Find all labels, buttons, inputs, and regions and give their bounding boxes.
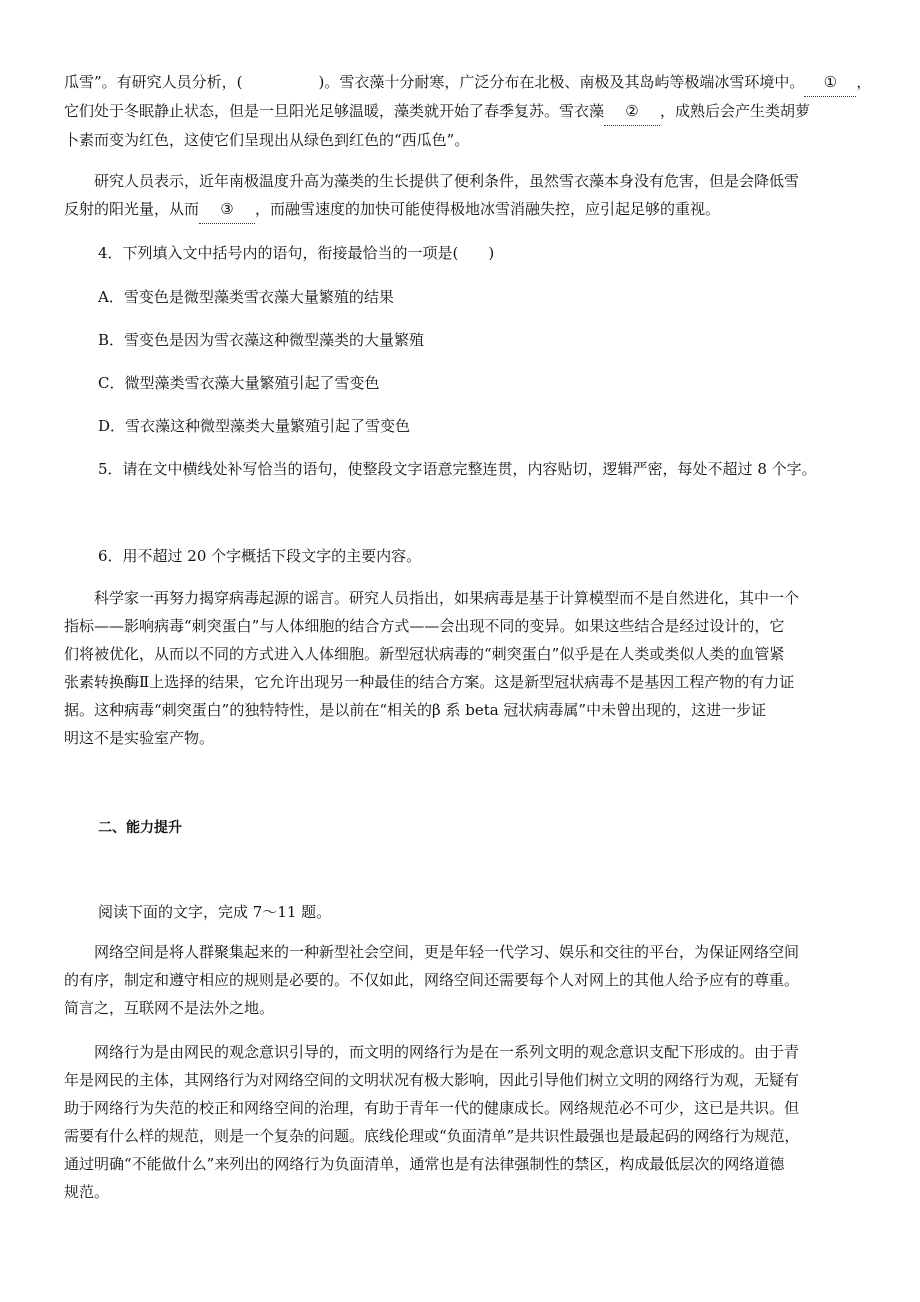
passage-line: 研究人员表示，近年南极温度升高为藻类的生长提供了便利条件，虽然雪衣藻本身没有危害，但是会降低雪 <box>94 172 800 190</box>
passage-line: 助于网络行为失范的校正和网络空间的治理，有助于青年一代的健康成长。网络规范必不可少，这已是共识。但 <box>64 1099 800 1117</box>
passage-line: 简言之，互联网不是法外之地。 <box>64 999 275 1017</box>
question-5-stem: 5．请在文中横线处补写恰当的语句，使整段文字语意完整连贯，内容贴切，逻辑严密，每处不超过 8 个字。 <box>98 460 817 478</box>
passage-line: 年是网民的主体，其网络行为对网络空间的文明状况有极大影响，因此引导他们树立文明的网络行为观，无疑有 <box>64 1071 800 1089</box>
passage-line: 们将被优化，从而以不同的方式进入人体细胞。新型冠状病毒的“刺突蛋白”似乎是在人类或类似人类的血管紧 <box>64 645 785 663</box>
blank-2: ② <box>604 97 660 126</box>
passage-line <box>64 195 864 224</box>
passage-text: ，成熟后会产生类胡萝 <box>660 102 811 120</box>
passage-line: 的有序，制定和遵守相应的规则是必要的。不仅如此，网络空间还需要每个人对网上的其他人给予应有的尊重。 <box>64 971 800 989</box>
passage-text: ， <box>856 73 872 91</box>
question-4-option-d: D．雪衣藻这种微型藻类大量繁殖引起了雪变色 <box>98 417 411 435</box>
passage-line: 卜素而变为红色，这使它们呈现出从绿色到红色的“西瓜色”。 <box>64 131 470 149</box>
question-4-option-b: B．雪变色是因为雪衣藻这种微型藻类的大量繁殖 <box>98 331 425 349</box>
passage-antarctic <box>64 167 864 224</box>
passage-line <box>64 97 864 126</box>
question-6-passage <box>64 584 864 752</box>
passage-snow-algae <box>64 68 872 154</box>
section-title: 二、能力提升 <box>98 820 182 836</box>
passage-line: 指标——影响病毒“刺突蛋白”与人体细胞的结合方式——会出现不同的变异。如果这些结合是经过设计的，它 <box>64 617 785 635</box>
blank-1: ① <box>804 68 856 97</box>
passage-text: 它们处于冬眠静止状态，但是一旦阳光足够温暖，藻类就开始了春季复苏。雪衣藻 <box>64 102 605 120</box>
question-4-option-c: C．微型藻类雪衣藻大量繁殖引起了雪变色 <box>98 374 380 392</box>
passage-line: 网络行为是由网民的观念意识引导的，而文明的网络行为是在一系列文明的观念意识支配下形成的。由于青 <box>94 1043 800 1061</box>
question-6-stem: 6．用不超过 20 个字概括下段文字的主要内容。 <box>98 547 422 565</box>
passage-line: 通过明确“不能做什么”来列出的网络行为负面清单，通常也是有法律强制性的禁区，构成最低层次的网络道德 <box>64 1155 785 1173</box>
reading-paragraph-1 <box>64 938 864 1022</box>
passage-line <box>64 68 872 97</box>
passage-line: 明这不是实验室产物。 <box>64 729 215 747</box>
reading-intro: 阅读下面的文字，完成 7～11 题。 <box>98 903 332 921</box>
passage-text: ，而融雪速度的加快可能使得极地冰雪消融失控，应引起足够的重视。 <box>255 200 721 218</box>
passage-text: 反射的阳光量，从而 <box>64 200 200 218</box>
passage-text: )。雪衣藻十分耐寒，广泛分布在北极、南极及其岛屿等极端冰雪环境中。 <box>318 73 805 91</box>
passage-line: 据。这种病毒“刺突蛋白”的独特特性，是以前在“相关的β 系 beta 冠状病毒属”中未曾出现的，这进一步证 <box>64 701 767 719</box>
passage-line: 规范。 <box>64 1183 110 1201</box>
passage-line: 张素转换酶Ⅱ上选择的结果，它允许出现另一种最佳的结合方案。这是新型冠状病毒不是基因工程产物的有力证 <box>64 673 795 691</box>
passage-line: 需要有什么样的规范，则是一个复杂的问题。底线伦理或“负面清单”是共识性最强也是最起码的网络行为规范， <box>64 1127 800 1145</box>
passage-text: 瓜雪”。有研究人员分析，( <box>64 73 243 91</box>
reading-paragraph-2 <box>64 1038 864 1206</box>
passage-line: 科学家一再努力揭穿病毒起源的谣言。研究人员指出，如果病毒是基于计算模型而不是自然进化，其中一个 <box>94 589 800 607</box>
question-4-stem: 4．下列填入文中括号内的语句，衔接最恰当的一项是( ) <box>98 244 495 262</box>
blank-3: ③ <box>199 195 255 224</box>
question-4-option-a: A．雪变色是微型藻类雪衣藻大量繁殖的结果 <box>98 288 394 306</box>
passage-line: 网络空间是将人群聚集起来的一种新型社会空间，更是年轻一代学习、娱乐和交往的平台，为保证网络空间 <box>94 943 800 961</box>
